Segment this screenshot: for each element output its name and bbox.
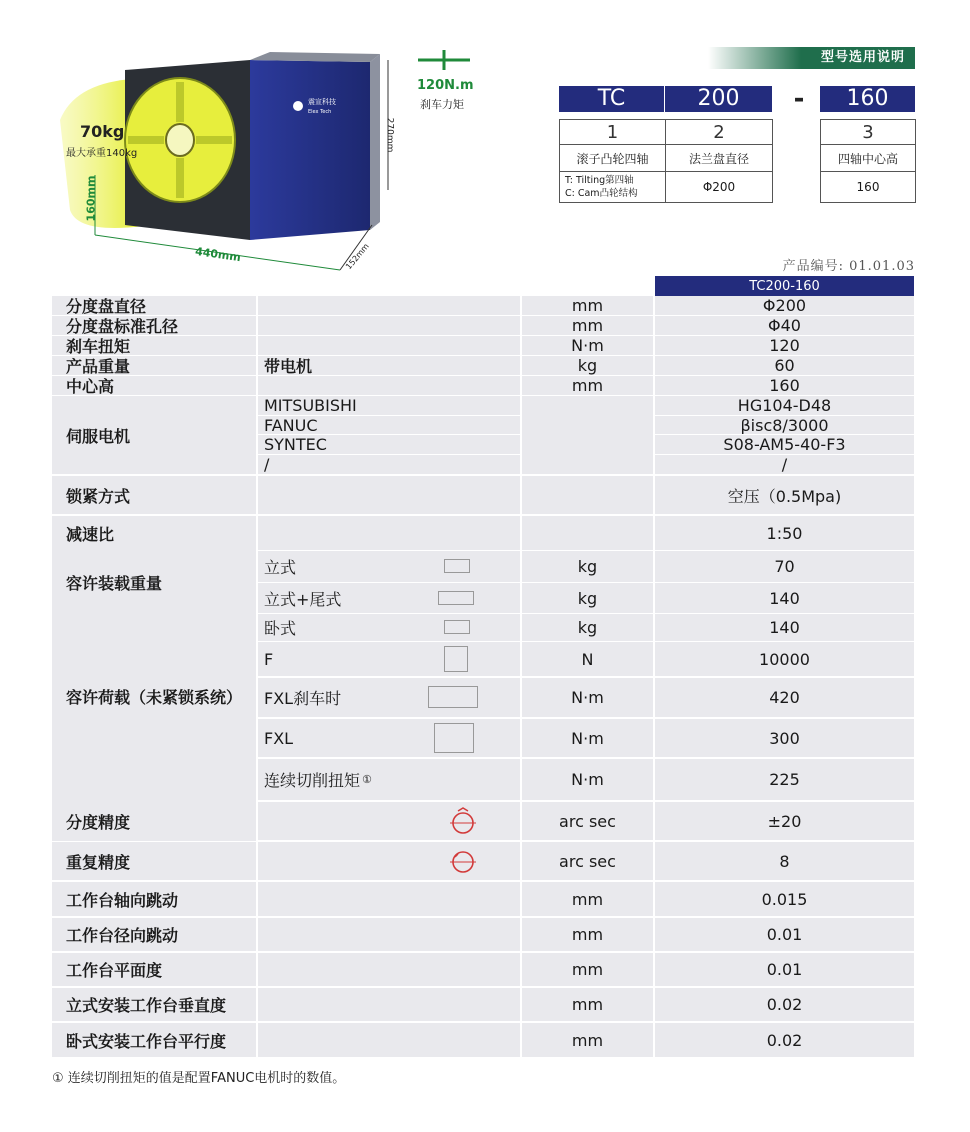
row-sub-empty bbox=[258, 953, 520, 986]
load-value-1: 70 bbox=[655, 551, 914, 582]
code-series: TC bbox=[559, 86, 664, 112]
selection-name-2: 法兰盘直径 bbox=[665, 144, 773, 172]
selection-desc-1-line2: C: Cam凸轮结构 bbox=[565, 188, 638, 199]
brand-sub: Elex Tech bbox=[308, 109, 332, 115]
motor-housing bbox=[250, 60, 370, 240]
selection-banner: 型号选用说明 bbox=[708, 47, 915, 69]
row-label-repeat-accuracy: 重复精度 bbox=[52, 842, 256, 880]
row-label-parallelism: 卧式安装工作台平行度 bbox=[52, 1023, 256, 1057]
force-unit-1: N bbox=[522, 642, 653, 676]
row-sub-empty bbox=[258, 1023, 520, 1057]
row-value-index-accuracy: ±20 bbox=[655, 802, 914, 840]
row-sub-empty bbox=[258, 516, 520, 550]
row-unit-empty bbox=[522, 516, 653, 550]
row-unit-radial: mm bbox=[522, 918, 653, 951]
row-value-brake: 120 bbox=[655, 336, 914, 355]
row-unit-empty bbox=[522, 396, 653, 474]
row-label-radial: 工作台径向跳动 bbox=[52, 918, 256, 951]
load-value: 70kg bbox=[80, 122, 125, 141]
force-value-3: 300 bbox=[655, 719, 914, 757]
force-sub-4-text: 连续切削扭矩 bbox=[264, 771, 361, 790]
row-value-bore: Φ40 bbox=[655, 316, 914, 335]
servo-model-1: HG104-D48 bbox=[655, 396, 914, 415]
repeat-accuracy-icon-cell bbox=[258, 842, 520, 880]
force-f-icon bbox=[444, 646, 468, 672]
row-label-axial: 工作台轴向跳动 bbox=[52, 882, 256, 916]
row-value-radial: 0.01 bbox=[655, 918, 914, 951]
brake-torque-value: 120N.m bbox=[417, 78, 474, 93]
row-label-bore: 分度盘标准孔径 bbox=[52, 316, 256, 335]
block-label-bg bbox=[52, 516, 256, 841]
force-sub-3-text: FXL bbox=[264, 728, 294, 748]
length-label: 440mm bbox=[194, 244, 242, 265]
row-unit-index-accuracy: arc sec bbox=[522, 802, 653, 840]
row-unit-weight: kg bbox=[522, 356, 653, 375]
row-sub-empty bbox=[258, 476, 520, 514]
height-label: 160mm bbox=[84, 175, 98, 222]
load-sub-3-text: 卧式 bbox=[264, 619, 297, 638]
force-unit-3: N·m bbox=[522, 719, 653, 757]
force-sub-1 bbox=[258, 642, 520, 676]
load-unit-2: kg bbox=[522, 583, 653, 613]
load-sub: 最大承重140kg bbox=[66, 148, 138, 159]
row-value-parallelism: 0.02 bbox=[655, 1023, 914, 1057]
row-label-lock: 锁紧方式 bbox=[52, 476, 256, 514]
servo-model-3: S08-AM5-40-F3 bbox=[655, 435, 914, 454]
row-unit-parallelism: mm bbox=[522, 1023, 653, 1057]
row-label-flatness: 工作台平面度 bbox=[52, 953, 256, 986]
row-unit-disk-diameter: mm bbox=[522, 296, 653, 315]
row-sub-empty bbox=[258, 918, 520, 951]
load-sub-2-text: 立式+尾式 bbox=[264, 589, 342, 609]
row-unit-bore: mm bbox=[522, 316, 653, 335]
force-value-1: 10000 bbox=[655, 642, 914, 676]
load-sub-3 bbox=[258, 614, 520, 641]
selection-name-1: 滚子凸轮四轴 bbox=[559, 144, 666, 172]
force-sub-2 bbox=[258, 678, 520, 717]
index-accuracy-icon bbox=[448, 806, 478, 836]
row-value-lock: 空压（0.5Mpa) bbox=[655, 476, 914, 514]
row-value-flatness: 0.01 bbox=[655, 953, 914, 986]
row-label-force: 容许荷载（未紧锁系统） bbox=[66, 687, 243, 707]
force-sub-4 bbox=[258, 759, 520, 800]
row-unit-perpendicularity: mm bbox=[522, 988, 653, 1021]
product-illustration bbox=[20, 40, 500, 280]
footnote-marker: ① bbox=[362, 773, 372, 786]
load-value-3: 140 bbox=[655, 614, 914, 641]
selection-num-3: 3 bbox=[820, 119, 916, 145]
row-sub-empty bbox=[258, 882, 520, 916]
row-value-ratio: 1:50 bbox=[655, 516, 914, 550]
servo-brand-1: MITSUBISHI bbox=[258, 396, 520, 415]
row-label-center-height: 中心高 bbox=[52, 376, 256, 395]
side-height-label: 270mm bbox=[384, 117, 395, 153]
servo-model-2: βisc8/3000 bbox=[655, 416, 914, 434]
servo-brand-2: FANUC bbox=[258, 416, 520, 434]
load-value-2: 140 bbox=[655, 583, 914, 613]
load-unit-1: kg bbox=[522, 551, 653, 582]
row-unit-center-height: mm bbox=[522, 376, 653, 395]
vertical-mount-icon bbox=[444, 559, 470, 573]
selection-num-1: 1 bbox=[559, 119, 666, 145]
code-diameter: 200 bbox=[665, 86, 772, 112]
rotary-table-drawing bbox=[20, 40, 500, 280]
row-value-repeat-accuracy: 8 bbox=[655, 842, 914, 880]
row-unit-repeat-accuracy: arc sec bbox=[522, 842, 653, 880]
load-unit-3: kg bbox=[522, 614, 653, 641]
vertical-tailstock-icon bbox=[438, 591, 474, 605]
row-sub-empty bbox=[258, 376, 520, 395]
row-sub-empty bbox=[258, 336, 520, 355]
brand-name: 震宣科技 bbox=[308, 98, 336, 106]
row-label-disk-diameter: 分度盘直径 bbox=[52, 296, 256, 315]
servo-model-4: / bbox=[655, 455, 914, 474]
load-sub-1 bbox=[258, 551, 520, 582]
row-value-weight: 60 bbox=[655, 356, 914, 375]
product-number: 产品编号: 01.01.03 bbox=[782, 259, 915, 274]
force-unit-2: N·m bbox=[522, 678, 653, 717]
horizontal-mount-icon bbox=[444, 620, 470, 634]
row-label-weight: 产品重量 bbox=[52, 356, 256, 375]
force-fxl-brake-icon bbox=[428, 686, 478, 708]
row-sub-empty bbox=[258, 988, 520, 1021]
depth-label: 152mm bbox=[344, 241, 371, 272]
faceplate-hole bbox=[166, 124, 194, 156]
selection-desc-1-line1: T: Tilting第四轴 bbox=[565, 175, 634, 186]
force-sub-3 bbox=[258, 719, 520, 757]
row-unit-axial: mm bbox=[522, 882, 653, 916]
row-value-perpendicularity: 0.02 bbox=[655, 988, 914, 1021]
selection-name-3: 四轴中心高 bbox=[820, 144, 916, 172]
force-unit-4: N·m bbox=[522, 759, 653, 800]
row-label-perpendicularity: 立式安装工作台垂直度 bbox=[52, 988, 256, 1021]
row-label-brake: 刹车扭矩 bbox=[52, 336, 256, 355]
selection-desc-3: 160 bbox=[820, 171, 916, 203]
brake-torque-label: 刹车力矩 bbox=[420, 98, 464, 111]
row-label-servo: 伺服电机 bbox=[52, 396, 256, 474]
servo-brand-3: SYNTEC bbox=[258, 435, 520, 454]
brand-logo-icon bbox=[293, 101, 303, 111]
row-value-disk-diameter: Φ200 bbox=[655, 296, 914, 315]
row-unit-flatness: mm bbox=[522, 953, 653, 986]
footnote: ① 连续切削扭矩的值是配置FANUC电机时的数值。 bbox=[52, 1071, 346, 1086]
selection-desc-2: Φ200 bbox=[665, 171, 773, 203]
row-sub-empty bbox=[258, 316, 520, 335]
code-dash: - bbox=[793, 84, 805, 114]
force-sub-2-text: FXL刹车时 bbox=[264, 689, 342, 708]
repeat-accuracy-icon bbox=[448, 846, 478, 876]
row-label-load: 容许装载重量 bbox=[66, 573, 163, 593]
code-center-height: 160 bbox=[820, 86, 915, 112]
row-unit-brake: N·m bbox=[522, 336, 653, 355]
row-sub-weight: 带电机 bbox=[258, 356, 520, 375]
load-sub-2 bbox=[258, 583, 520, 613]
force-fxl-icon bbox=[434, 723, 474, 753]
force-value-4: 225 bbox=[655, 759, 914, 800]
force-sub-1-text: F bbox=[264, 649, 274, 669]
row-label-ratio: 减速比 bbox=[66, 524, 115, 544]
row-label-index-accuracy: 分度精度 bbox=[66, 812, 131, 832]
row-value-axial: 0.015 bbox=[655, 882, 914, 916]
index-accuracy-icon-cell bbox=[258, 802, 520, 840]
force-value-2: 420 bbox=[655, 678, 914, 717]
servo-brand-4: / bbox=[258, 455, 520, 474]
row-value-center-height: 160 bbox=[655, 376, 914, 395]
row-sub-empty bbox=[258, 296, 520, 315]
model-header: TC200-160 bbox=[655, 276, 914, 296]
load-sub-1-text: 立式 bbox=[264, 558, 297, 577]
selection-desc-1 bbox=[559, 171, 666, 203]
selection-num-2: 2 bbox=[665, 119, 773, 145]
row-unit-empty bbox=[522, 476, 653, 514]
